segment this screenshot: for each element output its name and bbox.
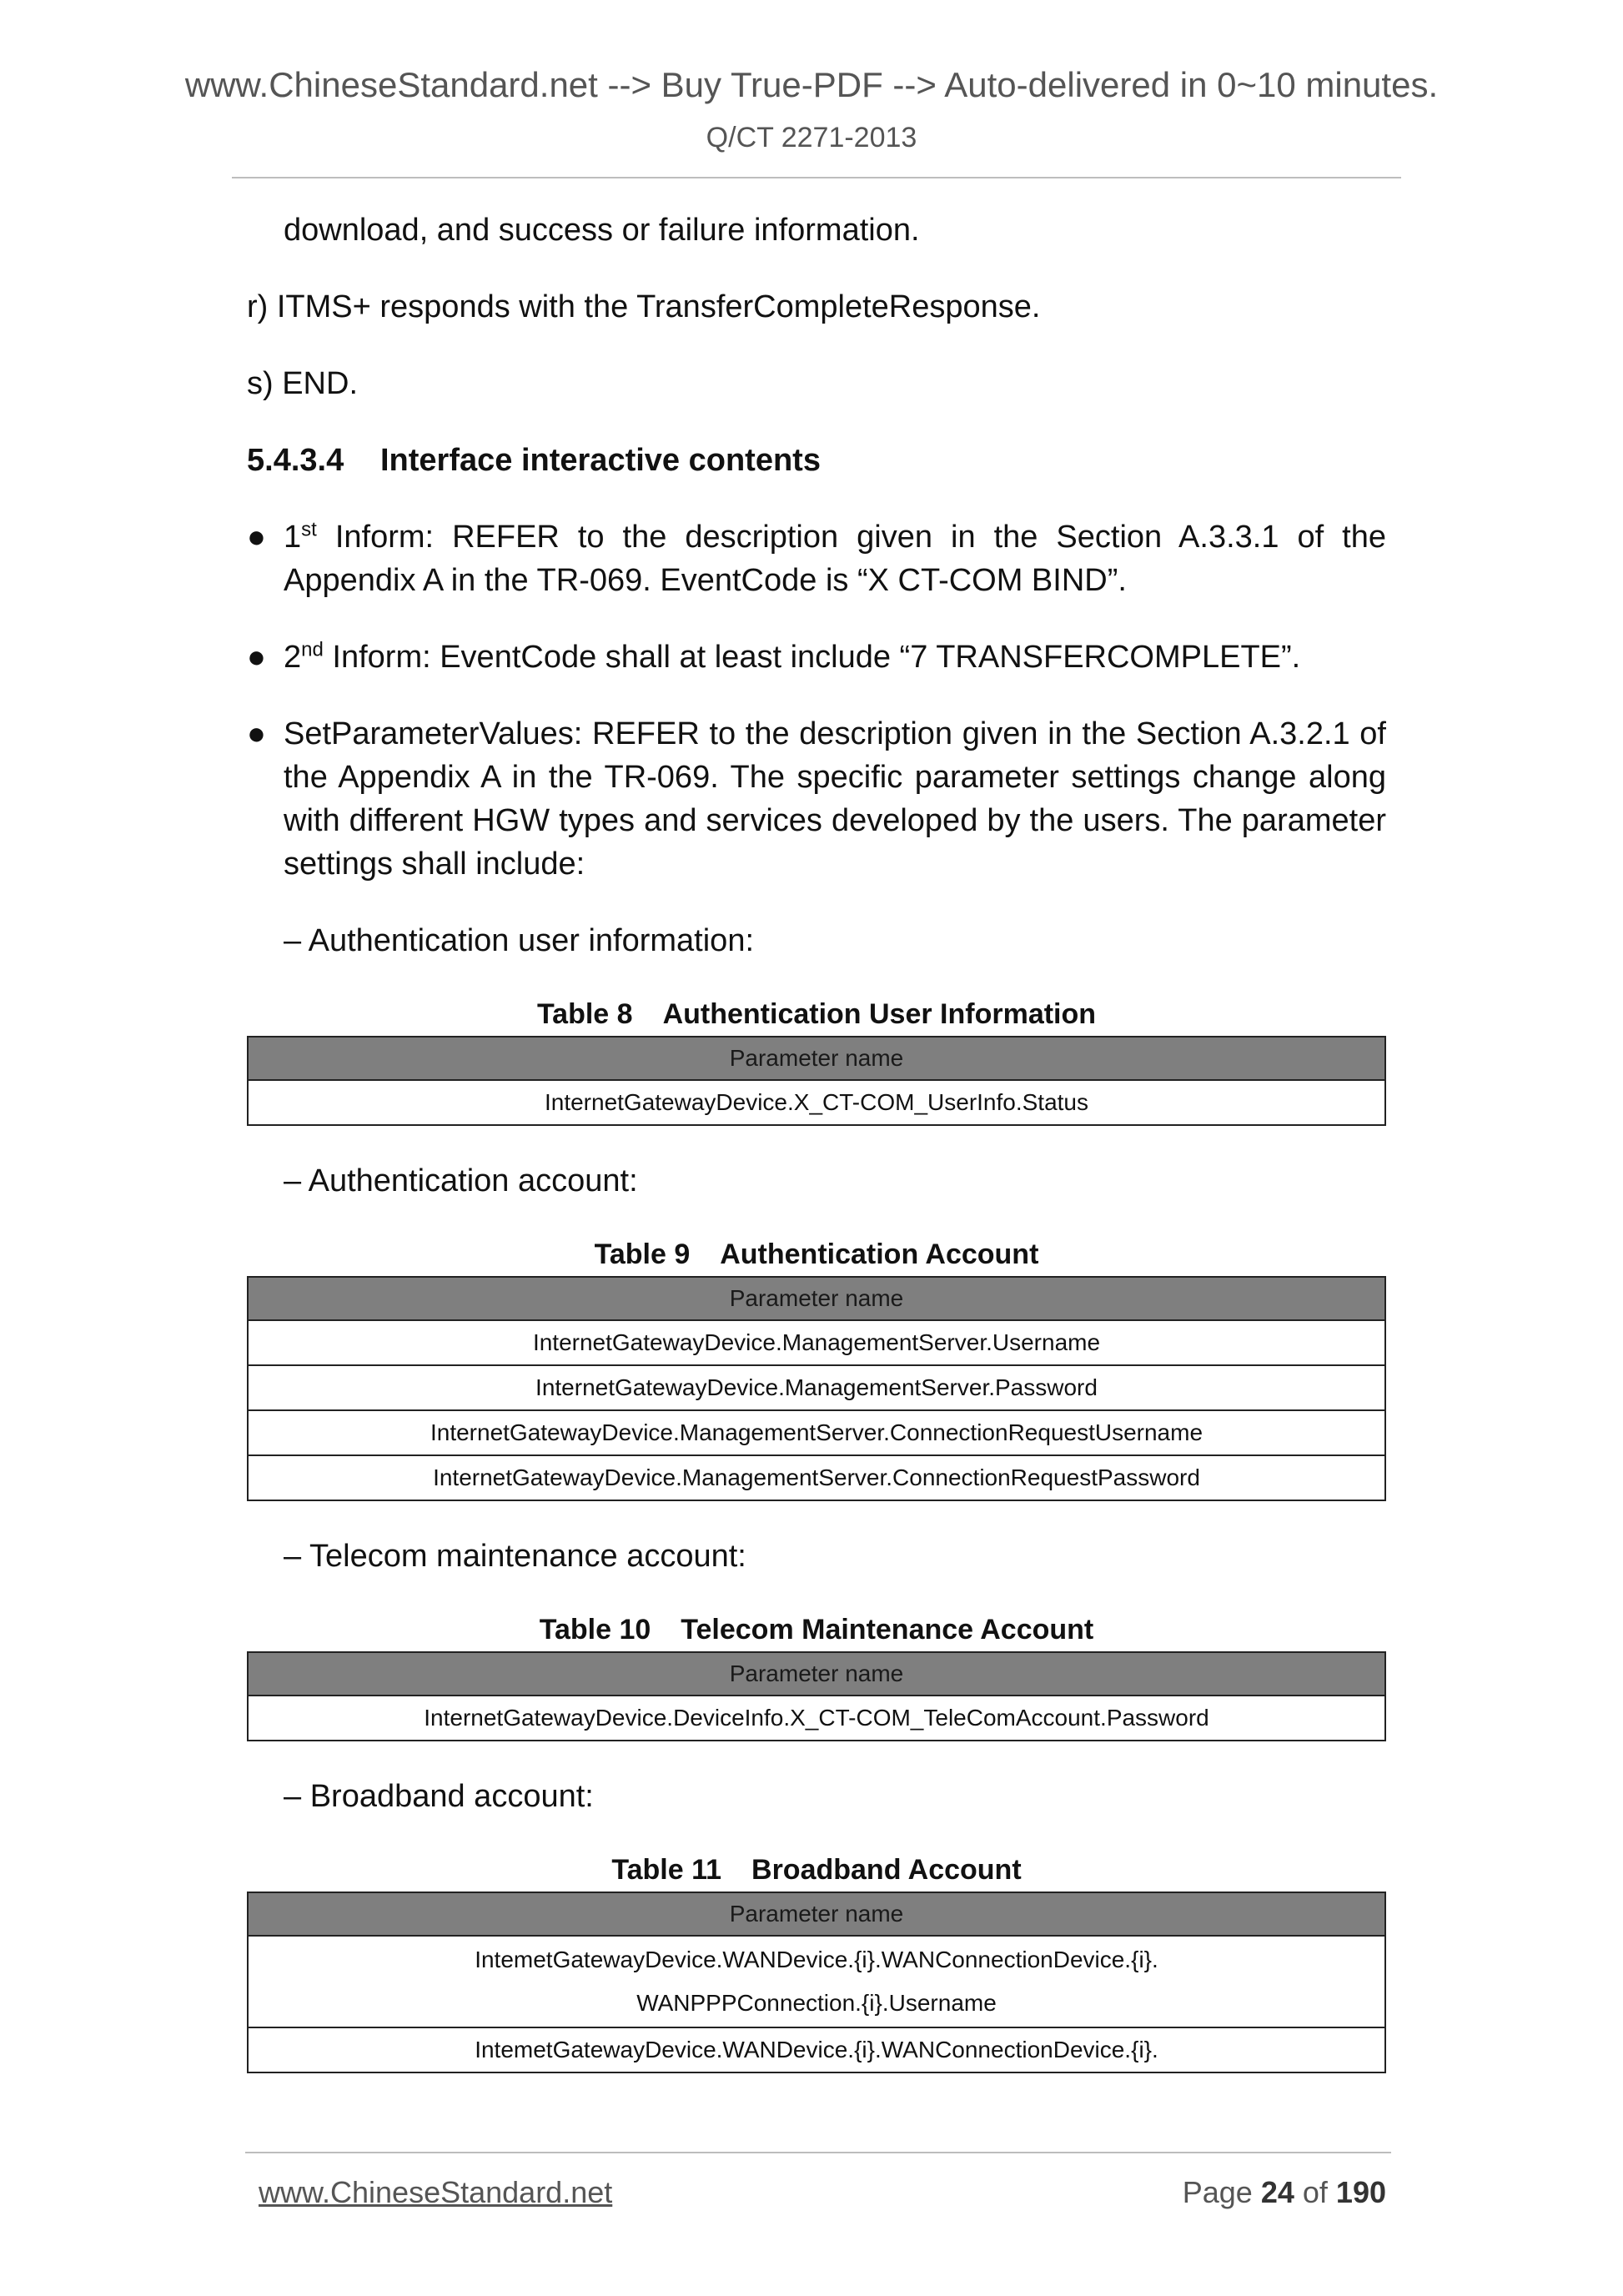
bullet-inform-1: ● 1st Inform: REFER to the description given in the Section A.3.3.1 of the Appendix A in the TR-069. EventCode is “X CT-COM BIND”. [247, 515, 1386, 602]
table-cell: IntemetGatewayDevice.WANDevice.{i}.WANConnectionDevice.{i}. WANPPPConnection.{i}.Username [248, 1936, 1385, 2027]
table-cell: InternetGatewayDevice.ManagementServer.ConnectionRequestPassword [248, 1455, 1385, 1500]
dash-item-auth-user: – Authentication user information: [284, 923, 755, 958]
bullet-icon: ● [247, 716, 266, 751]
bullet-icon: ● [247, 520, 266, 555]
standard-number: Q/CT 2271-2013 [706, 122, 917, 153]
table-10-caption: Table 10 Telecom Maintenance Account [539, 1614, 1094, 1645]
dash-item-telecom: – Telecom maintenance account: [284, 1539, 746, 1574]
page-number: Page 24 of 190 [1182, 2175, 1386, 2209]
table-cell: InternetGatewayDevice.ManagementServer.ConnectionRequestUsername [248, 1410, 1385, 1455]
table-11-caption: Table 11 Broadband Account [611, 1854, 1022, 1886]
table-8 [247, 1036, 1386, 1126]
bullet-setparametervalues: ● SetParameterValues: REFER to the description given in the Section A.3.2.1 of the Appendix A in the TR-069. The specific parameter settings change along with different HGW types and services developed by the users. The parameter settings shall include: [247, 712, 1386, 886]
footer-divider [245, 2152, 1391, 2153]
table-header: Parameter name [248, 1277, 1385, 1320]
table-cell: InternetGatewayDevice.DeviceInfo.X_CT-COM_TeleComAccount.Password [248, 1696, 1385, 1741]
bullet-inform-2: ● 2nd Inform: EventCode shall at least include “7 TRANSFERCOMPLETE”. [247, 636, 1386, 679]
table-10 [247, 1651, 1386, 1741]
section-title: Interface interactive contents [380, 443, 821, 478]
table-9 [247, 1276, 1386, 1501]
bullet-icon: ● [247, 640, 266, 675]
table-cell: InternetGatewayDevice.ManagementServer.Password [248, 1365, 1385, 1410]
table-11 [247, 1892, 1386, 2073]
step-r: r) ITMS+ responds with the TransferCompleteResponse. [247, 289, 1041, 324]
footer-site-link[interactable]: www.ChineseStandard.net [259, 2175, 613, 2209]
continued-text: download, and success or failure information. [284, 213, 920, 248]
table-cell: IntemetGatewayDevice.WANDevice.{i}.WANConnectionDevice.{i}. [248, 2027, 1385, 2072]
page-content [247, 208, 1386, 2107]
table-header: Parameter name [248, 1652, 1385, 1696]
table-header: Parameter name [248, 1892, 1385, 1936]
dash-item-auth-account: – Authentication account: [284, 1163, 638, 1198]
section-heading [247, 439, 1386, 482]
table-cell: InternetGatewayDevice.ManagementServer.Username [248, 1320, 1385, 1365]
section-number: 5.4.3.4 [247, 443, 344, 478]
header-divider [232, 177, 1401, 178]
table-9-caption: Table 9 Authentication Account [594, 1238, 1039, 1270]
table-cell: InternetGatewayDevice.X_CT-COM_UserInfo.Status [248, 1080, 1385, 1125]
table-8-caption: Table 8 Authentication User Information [536, 998, 1097, 1030]
header-banner[interactable]: www.ChineseStandard.net --> Buy True-PDF --> Auto-delivered in 0~10 minutes. [184, 65, 1439, 104]
dash-item-broadband: – Broadband account: [284, 1779, 594, 1814]
step-s: s) END. [247, 366, 358, 401]
table-header: Parameter name [248, 1037, 1385, 1080]
